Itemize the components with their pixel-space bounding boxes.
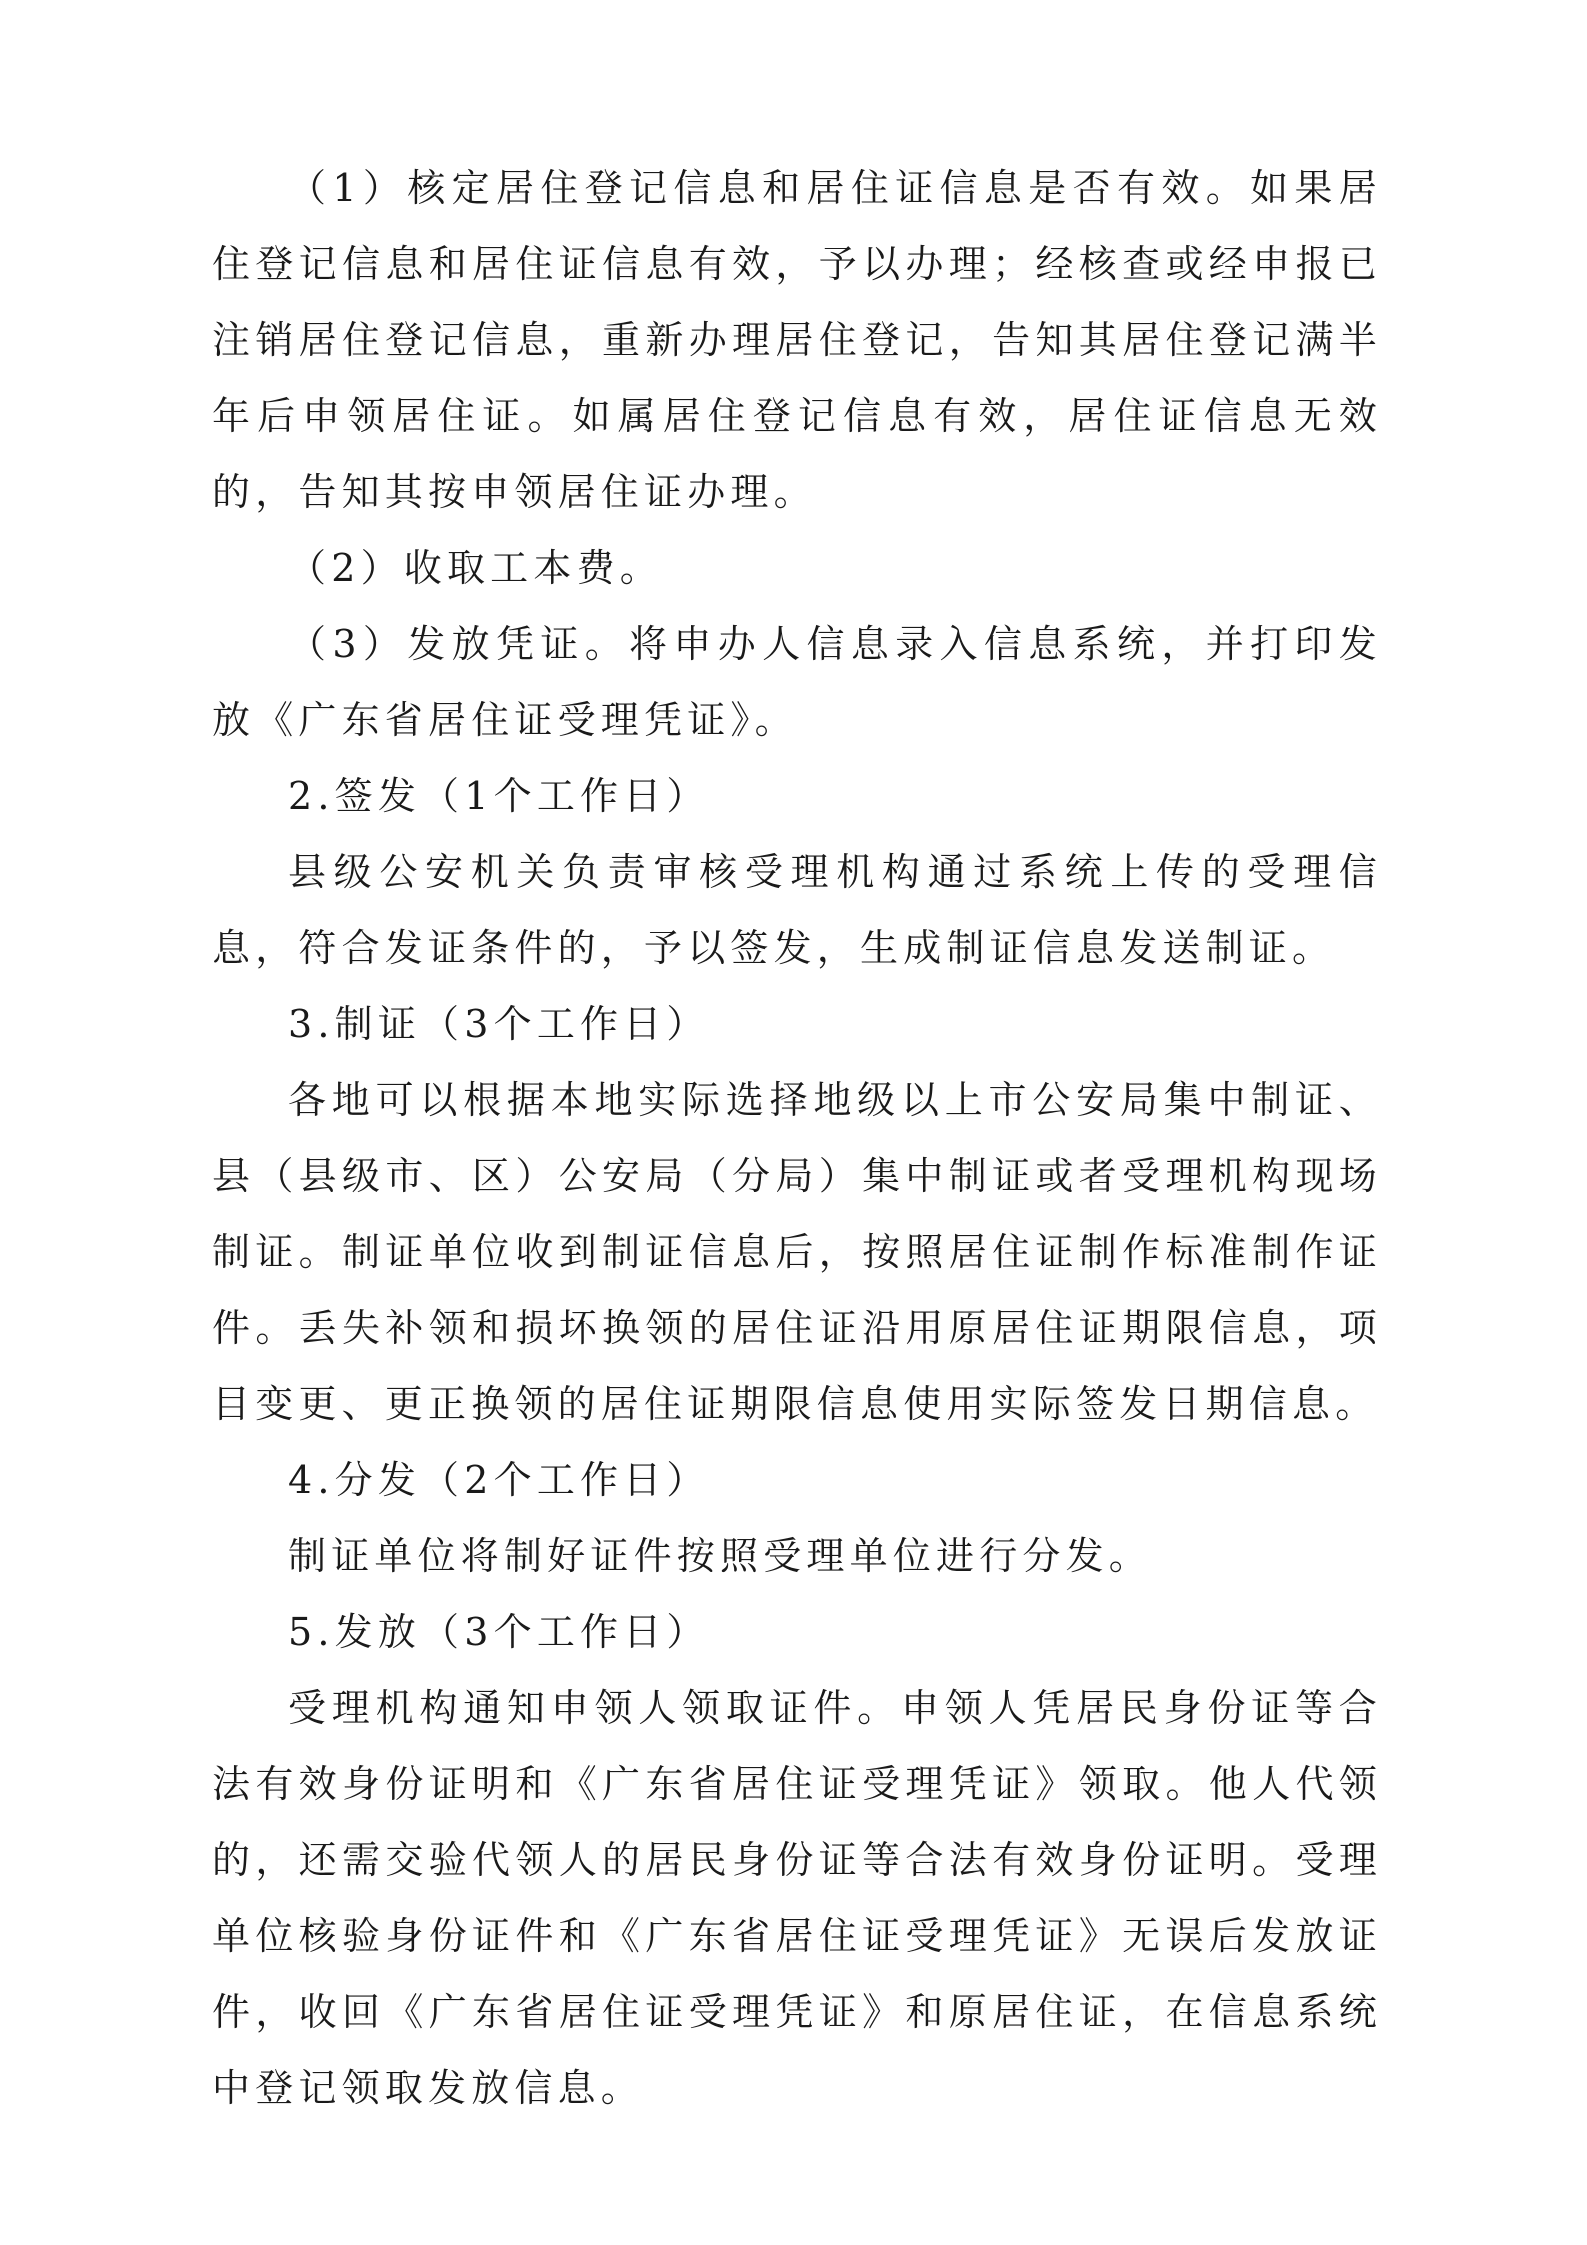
paragraph-distribution: 制证单位将制好证件按照受理单位进行分发。 (288, 1534, 1153, 1578)
paragraph-issue-receipt: （3）发放凭证。将申办人信息录入信息系统，并打印发放《广东省居住证受理凭证》。 (212, 622, 1382, 742)
paragraph-signing: 县级公安机关负责审核受理机构通过系统上传的受理信息，符合发证条件的，予以签发，生成制证信息发送制证。 (212, 850, 1382, 970)
heading-distribution: 4.分发（2个工作日） (288, 1458, 710, 1502)
document-body (212, 150, 1382, 2126)
paragraph-collect-fee: （2）收取工本费。 (288, 546, 663, 590)
paragraph-verify-registration: （1）核定居住登记信息和居住证信息是否有效。如果居住登记信息和居住证信息有效，予以办理；经核查或经申报已注销居住登记信息，重新办理居住登记，告知其居住登记满半年后申领居住证。如属居住登记信息有效，居住证信息无效的，告知其按申领居住证办理。 (212, 166, 1382, 514)
heading-signing: 2.签发（1个工作日） (288, 774, 710, 818)
paragraph-production: 各地可以根据本地实际选择地级以上市公安局集中制证、县（县级市、区）公安局（分局）集中制证或者受理机构现场制证。制证单位收到制证信息后，按照居住证制作标准制作证件。丢失补领和损坏换领的居住证沿用原居住证期限信息，项目变更、更正换领的居住证期限信息使用实际签发日期信息。 (212, 1078, 1382, 1426)
paragraph-release: 受理机构通知申领人领取证件。申领人凭居民身份证等合法有效身份证明和《广东省居住证受理凭证》领取。他人代领的，还需交验代领人的居民身份证等合法有效身份证明。受理单位核验身份证件和《广东省居住证受理凭证》无误后发放证件，收回《广东省居住证受理凭证》和原居住证，在信息系统中登记领取发放信息。 (212, 1686, 1382, 2110)
heading-production: 3.制证（3个工作日） (288, 1002, 710, 1046)
heading-release: 5.发放（3个工作日） (288, 1610, 710, 1654)
